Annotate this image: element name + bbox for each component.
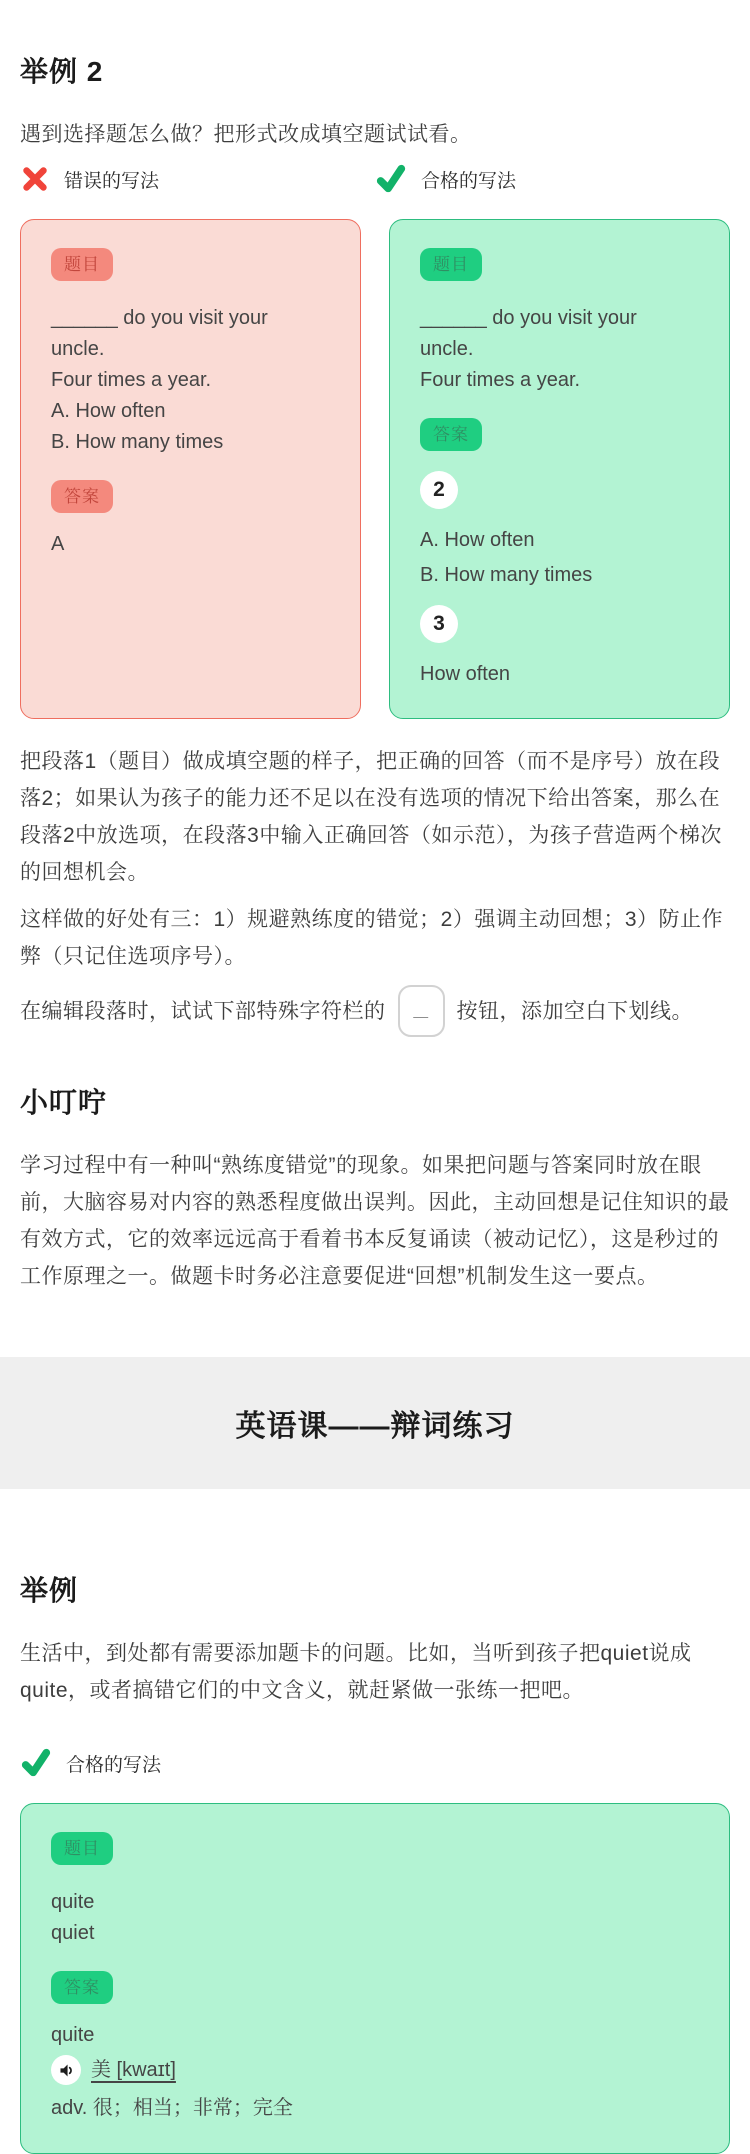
answer-value: How often <box>420 663 511 685</box>
option-line: A. How often <box>420 529 535 551</box>
right-way-label-row <box>375 163 730 195</box>
paragraph-number-badge: 3 <box>420 605 458 643</box>
tips-heading: 小叮咛 <box>20 1087 108 1118</box>
example2-heading: 举例 2 <box>20 56 104 87</box>
wrong-way-label: 错误的写法 <box>64 170 160 192</box>
answer-badge: 答案 <box>420 418 482 451</box>
answer-badge: 答案 <box>51 1971 113 2004</box>
right-way-label-row <box>20 1747 730 1779</box>
pronunciation-row <box>51 2053 699 2087</box>
question-badge: 题目 <box>51 248 113 281</box>
x-icon <box>20 164 50 194</box>
explanation-paragraph-3 <box>20 985 730 1037</box>
question-line: quiet <box>51 1922 95 1944</box>
tips-paragraph: 学习过程中有一种叫“熟练度错觉”的现象。如果把问题与答案同时放在眼前，大脑容易对内容的熟悉程度做出误判。因此，主动回想是记住知识的最有效方式，它的效率远远高于看着书本反复诵读（被动记忆），这是秒过的工作原理之一。做题卡时务必注意要促进“回想”机制发生这一要点。 <box>20 1154 730 1288</box>
answer-value: A <box>51 533 65 555</box>
question-line: B. How many times <box>51 431 224 453</box>
question-line: quite <box>51 1891 95 1913</box>
paragraph-number-badge: 2 <box>420 471 458 509</box>
question-line: ______ do you visit your <box>51 307 268 329</box>
word-practice-heading: 举例 <box>20 1575 79 1606</box>
section-word-practice <box>0 1569 750 2154</box>
option-line: B. How many times <box>420 564 593 586</box>
question-line: Four times a year. <box>51 369 212 391</box>
underscore-button[interactable] <box>398 985 445 1037</box>
explanation-paragraph-1: 把段落1（题目）做成填空题的样子，把正确的回答（而不是序号）放在段落2；如果认为孩子的能力还不足以在没有选项的情况下给出答案，那么在段落2中放选项，在段落3中输入正确回答（如示范），为孩子营造两个梯次的回想机会。 <box>20 750 722 884</box>
banner-title: 英语课——辩词练习 <box>235 1410 515 1443</box>
question-badge: 题目 <box>420 248 482 281</box>
speaker-icon[interactable] <box>51 2055 81 2085</box>
section-banner <box>0 1357 750 1489</box>
answer-badge: 答案 <box>51 480 113 513</box>
paragraph-3-text-after: 按钮，添加空白下划线。 <box>456 999 693 1023</box>
question-line: A. How often <box>51 400 166 422</box>
right-way-label: 合格的写法 <box>66 1754 162 1776</box>
example2-intro: 遇到选择题怎么做？把形式改成填空题试试看。 <box>20 123 472 146</box>
answer-word: quite <box>51 2024 95 2046</box>
right-way-label: 合格的写法 <box>421 170 517 192</box>
example2-cards <box>20 219 730 719</box>
check-icon <box>20 1747 52 1779</box>
question-line: Four times a year. <box>420 369 581 391</box>
wrong-way-label-row <box>20 163 375 195</box>
definition-line: adv. 很；相当；非常；完全 <box>51 2097 293 2119</box>
question-badge: 题目 <box>51 1832 113 1865</box>
underscore-glyph: _ <box>413 991 429 1021</box>
right-example-card <box>389 219 730 719</box>
question-line: uncle. <box>420 338 474 360</box>
check-icon <box>375 163 407 195</box>
explanation-paragraph-2: 这样做的好处有三：1）规避熟练度的错觉；2）强调主动回想；3）防止作弊（只记住选项序号）。 <box>20 908 724 968</box>
question-line: ______ do you visit your <box>420 307 637 329</box>
wrong-example-card <box>20 219 361 719</box>
pronunciation-text: 美 [kwaɪt] <box>91 2059 176 2081</box>
card-labels-row <box>20 163 730 195</box>
question-line: uncle. <box>51 338 105 360</box>
word-practice-card <box>20 1803 730 2154</box>
word-practice-intro: 生活中，到处都有需要添加题卡的问题。比如，当听到孩子把quiet说成quite，或者搞错它们的中文含义，就赶紧做一张练一把吧。 <box>20 1642 692 1702</box>
paragraph-3-text-before: 在编辑段落时，试试下部特殊字符栏的 <box>20 999 386 1023</box>
